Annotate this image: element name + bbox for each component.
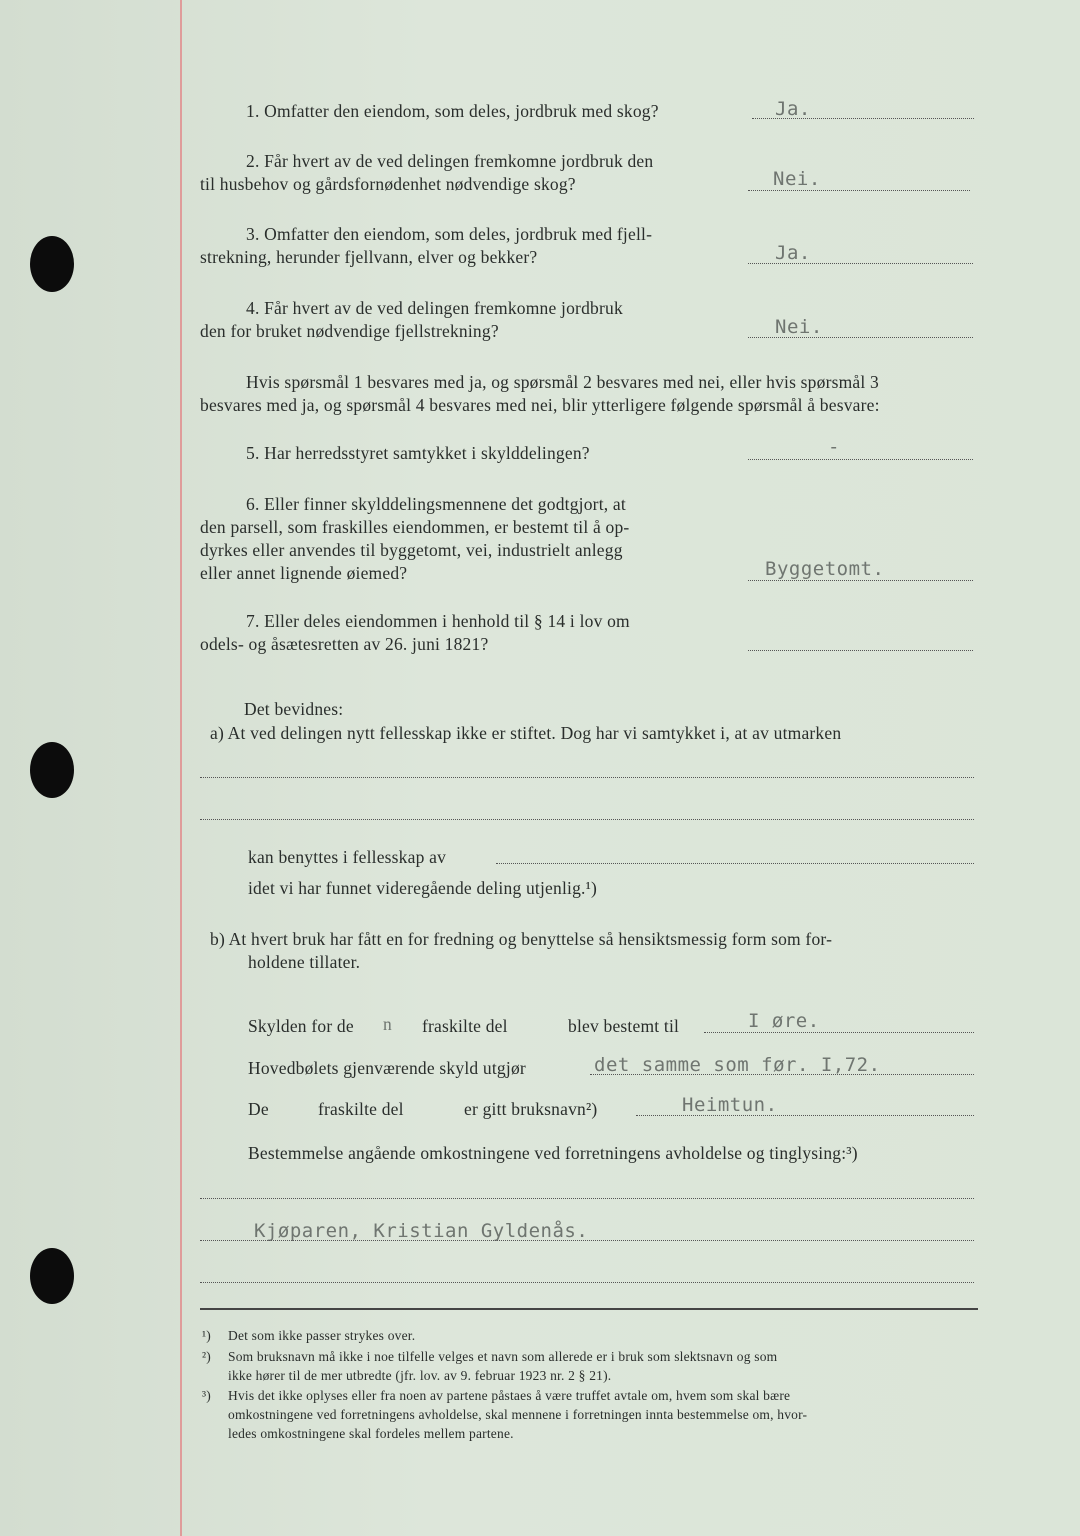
footnote-2-line-1: Som bruksnavn må ikke i noe tilfelle velges et navn som allerede er i bruk som slektsnavn og som	[228, 1349, 778, 1364]
condition-line-2: besvares med ja, og spørsmål 4 besvares med nei, blir ytterligere følgende spørsmål å besvare:	[200, 395, 880, 415]
question-3-line-1: 3. Omfatter den eiendom, som deles, jordbruk med fjell-	[246, 224, 653, 244]
question-6-line-1: 6. Eller finner skylddelingsmennene det godtgjort, at	[246, 494, 626, 514]
fraskilte-label: fraskilte del	[318, 1099, 404, 1119]
answer-line-2	[748, 190, 970, 191]
question-7-line-1: 7. Eller deles eiendommen i henhold til § 14 i lov om	[246, 611, 630, 631]
bestemmelse-line-2	[200, 1240, 974, 1241]
answer-line-7	[748, 650, 973, 651]
answer-4: Nei.	[775, 316, 823, 338]
bestemmelse-line-1	[200, 1198, 974, 1199]
question-4-line-2: den for bruket nødvendige fjellstrekning?	[200, 321, 499, 341]
bevidnes-heading: Det bevidnes:	[244, 699, 344, 719]
answer-6: Byggetomt.	[765, 558, 885, 580]
footnote-separator	[200, 1308, 978, 1310]
bevidnes-a: a) At ved delingen nytt fellesskap ikke er stiftet. Dog har vi samtykket i, at av utmarken	[210, 723, 842, 743]
kan-benyttes: kan benyttes i fellesskap av	[248, 847, 447, 867]
punch-hole-middle	[30, 742, 74, 798]
skylden-fraskilte: fraskilte del	[422, 1016, 508, 1036]
footnote-1-mark: ¹)	[202, 1328, 211, 1343]
footnote-2-mark: ²)	[202, 1349, 211, 1364]
question-6-line-4: eller annet lignende øiemed?	[200, 563, 408, 583]
footnote-3-line-3: ledes omkostningene skal fordeles mellem partene.	[228, 1426, 514, 1441]
footnote-3-mark: ³)	[202, 1388, 211, 1403]
hovedbol-value: det samme som før. I,72.	[594, 1054, 881, 1076]
bestemmelse-label: Bestemmelse angående omkostningene ved forretningens avholdelse og tinglysing:³)	[248, 1143, 858, 1163]
hovedbol-label: Hovedbølets gjenværende skyld utgjør	[248, 1058, 526, 1078]
skylden-bestemt: blev bestemt til	[568, 1016, 680, 1036]
red-margin-line	[180, 0, 182, 1536]
answer-3: Ja.	[775, 242, 811, 264]
skylden-line	[704, 1032, 974, 1033]
question-6-line-2: den parsell, som fraskilles eiendommen, er bestemt til å op-	[200, 517, 630, 537]
idet-line: idet vi har funnet videregående deling utjenlig.¹)	[248, 878, 598, 898]
bevidnes-b-line-1: b) At hvert bruk har fått en for fredning og benyttelse så hensiktsmessig form som for-	[210, 929, 833, 949]
punch-hole-top	[30, 236, 74, 292]
question-2-line-2: til husbehov og gårdsfornødenhet nødvendige skog?	[200, 174, 576, 194]
skylden-value: I øre.	[748, 1010, 820, 1032]
bestemmelse-line-3	[200, 1282, 974, 1283]
punch-hole-bottom	[30, 1248, 74, 1304]
footnote-3-line-1: Hvis det ikke oplyses eller fra noen av partene påstaes å være truffet avtale om, hvem som skal bære	[228, 1388, 791, 1403]
answer-2: Nei.	[773, 168, 821, 190]
skylden-label: Skylden for de	[248, 1016, 354, 1036]
footnote-1: Det som ikke passer strykes over.	[228, 1328, 416, 1343]
answer-line-5	[748, 459, 973, 460]
footnote-3-line-2: omkostningene ved forretningens avholdelse, skal mennene i forretningen innta bestemmelse om, hvor-	[228, 1407, 808, 1422]
footnote-2-line-2: ikke hører til de mer utbredte (jfr. lov. av 9. februar 1923 nr. 2 § 21).	[228, 1368, 612, 1383]
bevidnes-b-line-2: holdene tillater.	[248, 952, 361, 972]
question-6-line-3: dyrkes eller anvendes til byggetomt, vei, industrielt anlegg	[200, 540, 623, 560]
bruksnavn-label: er gitt bruksnavn²)	[464, 1099, 598, 1119]
condition-line-1: Hvis spørsmål 1 besvares med ja, og spørsmål 2 besvares med nei, eller hvis spørsmål 3	[246, 372, 879, 392]
de-label: De	[248, 1099, 269, 1119]
utmark-line-1	[200, 777, 974, 778]
question-5: 5. Har herredsstyret samtykket i skylddelingen?	[246, 443, 590, 463]
question-3-line-2: strekning, herunder fjellvann, elver og bekker?	[200, 247, 538, 267]
question-4-line-1: 4. Får hvert av de ved delingen fremkomne jordbruk	[246, 298, 623, 318]
bruksnavn-value: Heimtun.	[682, 1094, 778, 1116]
answer-1: Ja.	[775, 98, 811, 120]
question-7-line-2: odels- og åsætesretten av 26. juni 1821?	[200, 634, 489, 654]
answer-line-6	[748, 580, 973, 581]
fellesskap-line	[496, 863, 974, 864]
question-1: 1. Omfatter den eiendom, som deles, jordbruk med skog?	[246, 101, 659, 121]
question-2-line-1: 2. Får hvert av de ved delingen fremkomne jordbruk den	[246, 151, 654, 171]
utmark-line-2	[200, 819, 974, 820]
skylden-n: n	[383, 1014, 392, 1034]
kjoper-value: Kjøparen, Kristian Gyldenås.	[254, 1220, 589, 1242]
answer-5: -	[828, 436, 840, 458]
